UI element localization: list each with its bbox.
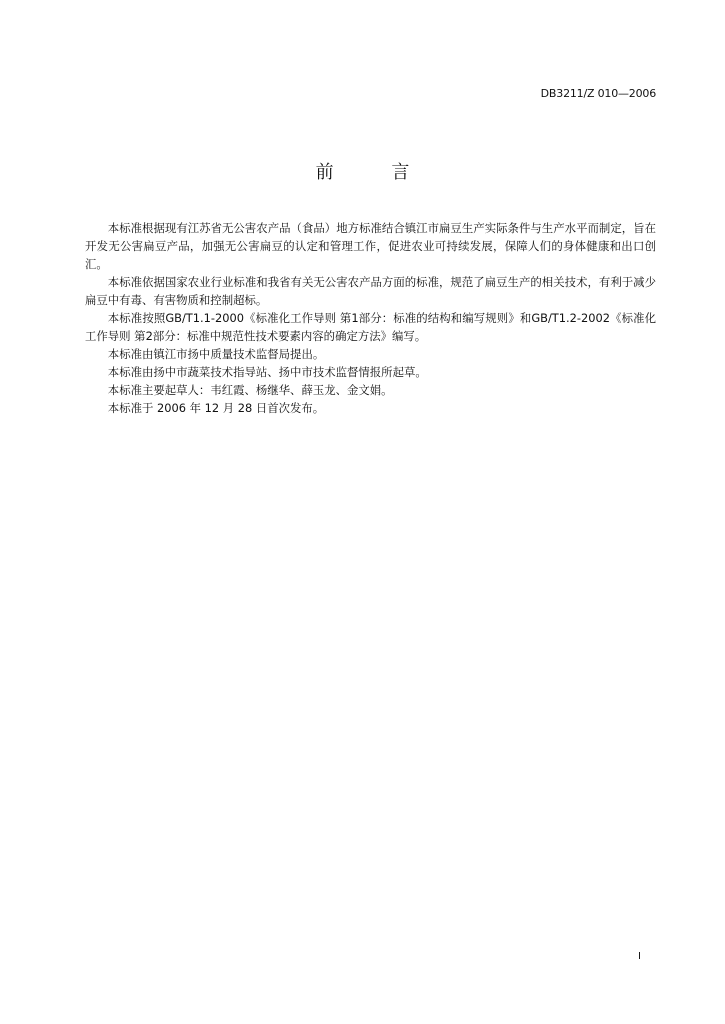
section-title: 前 言	[315, 162, 436, 183]
paragraph-proposer: 本标准由镇江市扬中质量技术监督局提出。	[107, 347, 325, 361]
paragraph-drafting-rules: 本标准按照GB/T1.1-2000《标准化工作导则 第1部分：标准的结构和编写规则》和GB/T1.2-2002《标准化工作导则 第2部分：标准中规范性技术要素内容的确定方法》编写。	[85, 311, 656, 343]
document-code: DB3211/Z 010—2006	[540, 87, 656, 100]
paragraph-basis: 本标准根据现有江苏省无公害农产品（食品）地方标准结合镇江市扁豆生产实际条件与生产水平而制定，旨在开发无公害扁豆产品，加强无公害扁豆的认定和管理工作，促进农业可持续发展，保障人们的身体健康和出口创汇。	[85, 221, 656, 271]
paragraph-drafting-units: 本标准由扬中市蔬菜技术指导站、扬中市技术监督情报所起草。	[107, 365, 427, 379]
paragraph-release-date: 本标准于 2006 年 12 月 28 日首次发布。	[107, 401, 325, 415]
paragraph-drafters: 本标准主要起草人：韦红霞、杨继华、薛玉龙、金文娟。	[107, 383, 393, 397]
page-number: I	[638, 951, 641, 962]
foreword-body	[85, 219, 656, 417]
paragraph-reference-standards: 本标准依据国家农业行业标准和我省有关无公害农产品方面的标准，规范了扁豆生产的相关技术，有利于减少扁豆中有毒、有害物质和控制超标。	[85, 275, 656, 307]
